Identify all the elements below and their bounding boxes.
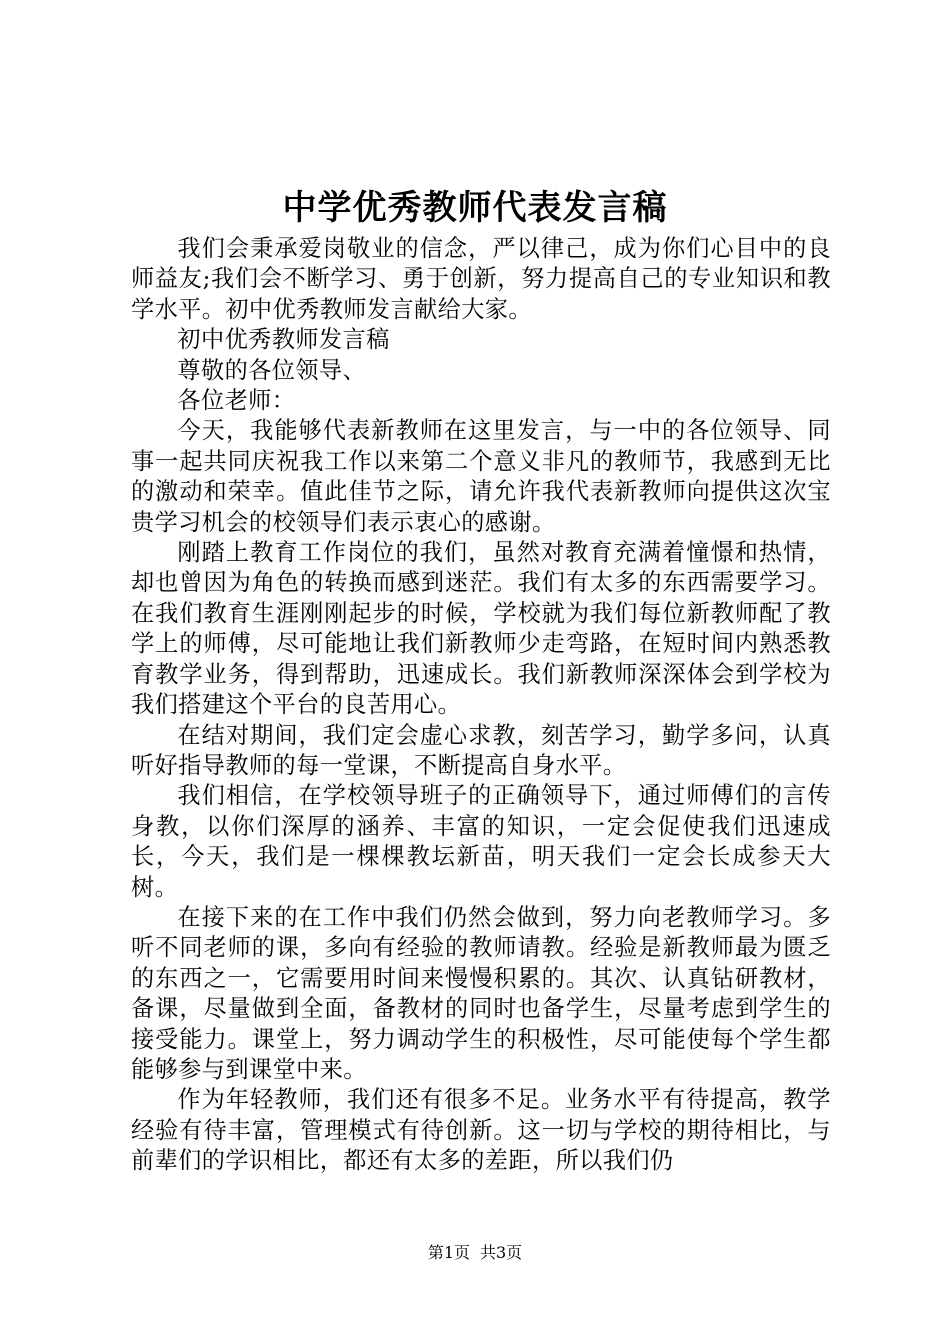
document-title: 中学优秀教师代表发言稿 bbox=[282, 188, 668, 228]
paragraph-pairing: 在结对期间，我们定会虚心求教，刻苦学习，勤学多问，认真听好指导教师的每一堂课，不断提高自身水平。 bbox=[131, 721, 831, 779]
page-footer bbox=[0, 1241, 950, 1265]
page-total: 共3页 bbox=[480, 1243, 523, 1262]
paragraph-gratitude: 今天，我能够代表新教师在这里发言，与一中的各位领导、同事一起共同庆祝我工作以来第二个意义非凡的教师节，我感到无比的激动和荣幸。值此佳节之际，请允许我代表新教师向提供这次宝贵学习机会的校领导们表示衷心的感谢。 bbox=[131, 417, 831, 536]
page-number: 第1页 bbox=[427, 1243, 470, 1262]
paragraph-shortcomings: 作为年轻教师，我们还有很多不足。业务水平有待提高，教学经验有待丰富，管理模式有待创新。这一切与学校的期待相比，与前辈们的学识相比，都还有太多的差距，所以我们仍 bbox=[131, 1086, 831, 1175]
document-body bbox=[131, 234, 831, 1177]
paragraph-plans: 在接下来的在工作中我们仍然会做到，努力向老教师学习。多听不同老师的课，多向有经验的教师请教。经验是新教师最为匮乏的东西之一，它需要用时间来慢慢积累的。其次、认真钻研教材，备课，尽量做到全面，备教材的同时也备学生，尽量考虑到学生的接受能力。课堂上，努力调动学生的积极性，尽可能使每个学生都能够参与到课堂中来。 bbox=[131, 903, 831, 1083]
paragraph-salutation-teachers: 各位老师： bbox=[177, 387, 296, 415]
paragraph-mentorship: 刚踏上教育工作岗位的我们，虽然对教育充满着憧憬和热情，却也曾因为角色的转换而感到迷茫。我们有太多的东西需要学习。在我们教育生涯刚刚起步的时候，学校就为我们每位新教师配了教学上的师傅，尽可能地让我们新教师少走弯路，在短时间内熟悉教育教学业务，得到帮助，迅速成长。我们新教师深深体会到学校为我们搭建这个平台的良苦用心。 bbox=[131, 539, 831, 719]
paragraph-belief: 我们相信，在学校领导班子的正确领导下，通过师傅们的言传身教，以你们深厚的涵养、丰富的知识，一定会促使我们迅速成长，今天，我们是一棵棵教坛新苗，明天我们一定会长成参天大树。 bbox=[131, 782, 831, 901]
paragraph-subtitle: 初中优秀教师发言稿 bbox=[177, 326, 390, 354]
paragraph-intro: 我们会秉承爱岗敬业的信念，严以律己，成为你们心目中的良师益友;我们会不断学习、勇于创新，努力提高自己的专业知识和教学水平。初中优秀教师发言献给大家。 bbox=[131, 235, 831, 323]
paragraph-salutation-leaders: 尊敬的各位领导、 bbox=[177, 356, 367, 384]
